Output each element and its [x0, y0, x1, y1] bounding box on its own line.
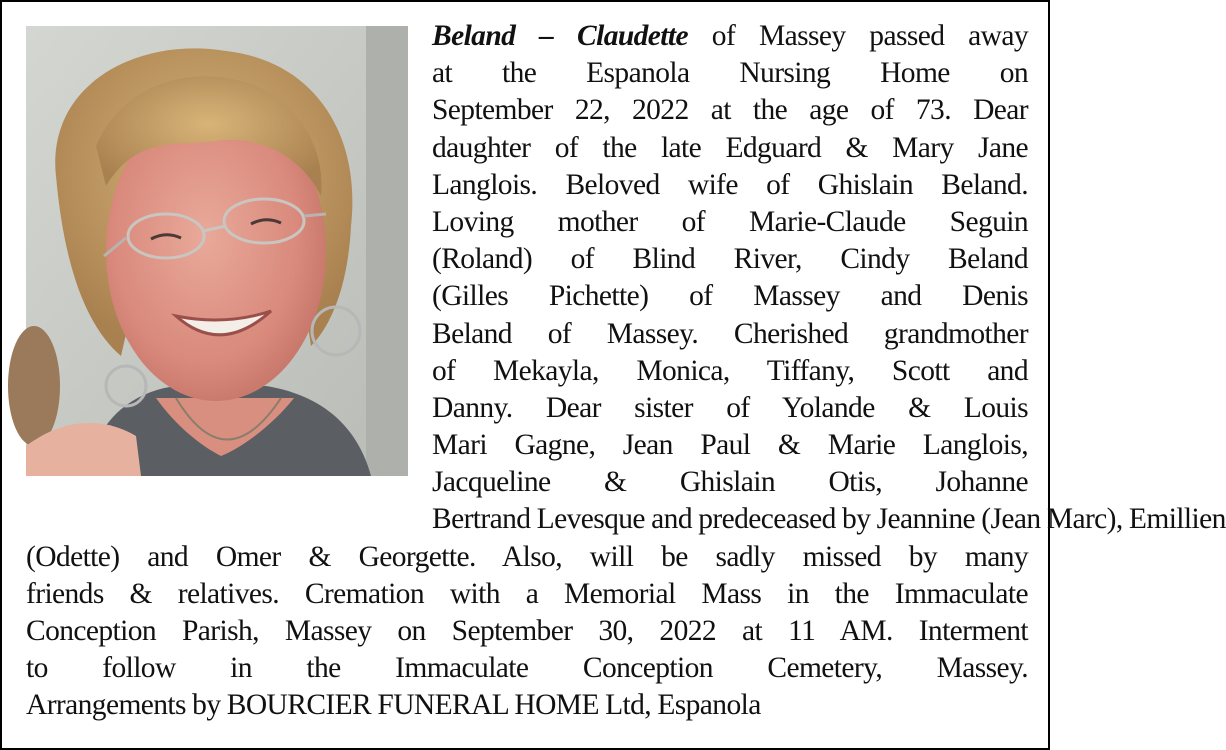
text-line: friends & relatives. Cremation with a Memorial Mass in the Immaculate [26, 577, 1028, 610]
text-line: (Roland) of Blind River, Cindy Beland [432, 243, 1028, 276]
deceased-name: Beland – Claudette [432, 20, 688, 52]
text-line: Beland – Claudette of Massey passed away [432, 20, 1029, 52]
text-line: (Gilles Pichette) of Massey and Denis [432, 280, 1028, 313]
text-line: to follow in the Immaculate Conception Cemetery, Massey. [26, 652, 1028, 685]
text-line: Arrangements by BOURCIER FUNERAL HOME Ltd, Espanola [26, 689, 761, 722]
text-line: at the Espanola Nursing Home on [432, 57, 1028, 90]
text-line: Mari Gagne, Jean Paul & Marie Langlois, [432, 429, 1028, 462]
text-line: September 22, 2022 at the age of 73. Dear [432, 94, 1028, 127]
text-line: Bertrand Levesque and predeceased by Jeannine (Jean Marc), Emillien [432, 503, 1226, 536]
text-line: Langlois. Beloved wife of Ghislain Beland. [432, 168, 1028, 201]
text-line: Jacqueline & Ghislain Otis, Johanne [432, 466, 1028, 499]
text-line: of Mekayla, Monica, Tiffany, Scott and [432, 354, 1028, 387]
text-line: (Odette) and Omer & Georgette. Also, will be sadly missed by many [26, 540, 1028, 573]
text-line: Loving mother of Marie-Claude Seguin [432, 205, 1028, 238]
text-line: Danny. Dear sister of Yolande & Louis [432, 391, 1028, 424]
text-line: daughter of the late Edguard & Mary Jane [432, 131, 1028, 164]
obituary-text [26, 18, 1226, 725]
text-line: Beland of Massey. Cherished grandmother [432, 317, 1028, 350]
text-line: Conception Parish, Massey on September 30, 2022 at 11 AM. Interment [26, 615, 1028, 647]
photo-spacer [26, 18, 432, 502]
